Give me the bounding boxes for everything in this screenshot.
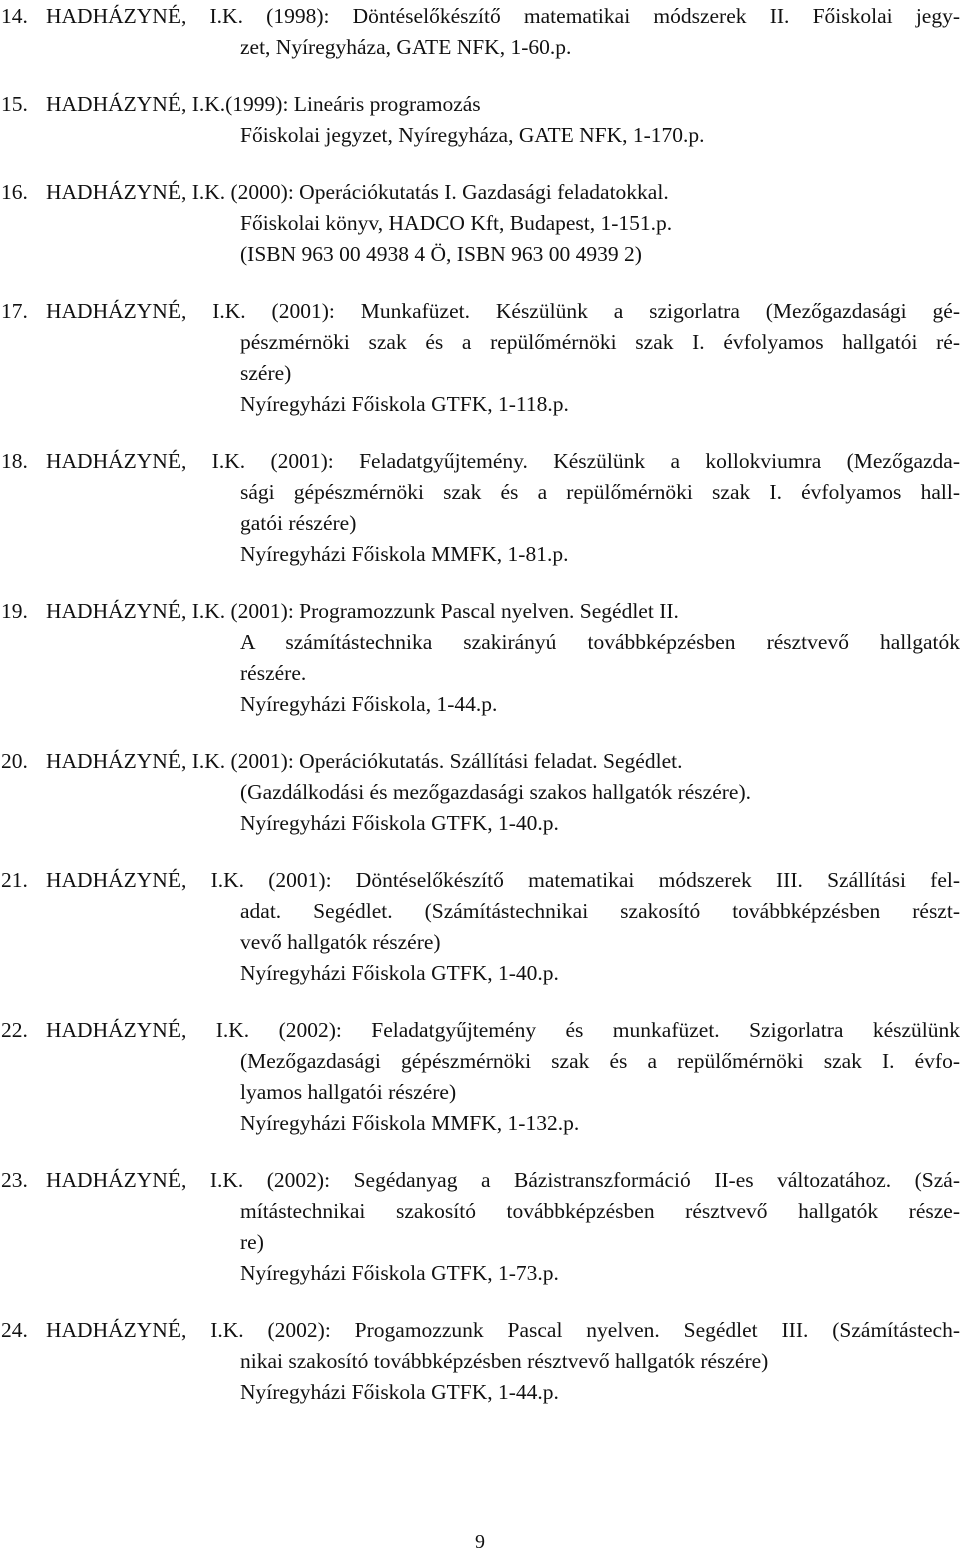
- reference-line: HADHÁZYNÉ, I.K. (2001): Döntéselőkészítő matematikai módszerek III. Szállítási fel-: [46, 868, 960, 892]
- reference-line: mítástechnikai szakosító továbbképzésben résztvevő hallgatók része-: [240, 1199, 960, 1223]
- reference-line: HADHÁZYNÉ, I.K. (2002): Segédanyag a Bázistranszformáció II-es változatához. (Szá-: [46, 1168, 960, 1192]
- reference-line: sági gépészmérnöki szak és a repülőmérnöki szak I. évfolyamos hall-: [240, 480, 960, 504]
- reference-list: [0, 1, 960, 1434]
- reference-number: 23.: [1, 1168, 28, 1192]
- reference-line: Nyíregyházi Főiskola MMFK, 1-81.p.: [240, 542, 569, 566]
- reference-number: 24.: [1, 1318, 28, 1342]
- reference-line: lyamos hallgatói részére): [240, 1080, 457, 1104]
- reference-item: [0, 89, 960, 151]
- reference-line: HADHÁZYNÉ, I.K. (2001): Operációkutatás. Szállítási feladat. Segédlet.: [46, 749, 683, 773]
- reference-line: HADHÁZYNÉ, I.K. (2001): Feladatgyűjtemény. Készülünk a kollokviumra (Mezőgazda-: [46, 449, 960, 473]
- reference-line: gatói részére): [240, 511, 357, 535]
- reference-line: A számítástechnika szakirányú továbbképzésben résztvevő hallgatók: [240, 630, 960, 654]
- reference-number: 22.: [1, 1018, 28, 1042]
- page-number: 9: [475, 1531, 485, 1553]
- reference-line: HADHÁZYNÉ, I.K. (2000): Operációkutatás I. Gazdasági feladatokkal.: [46, 180, 669, 204]
- reference-item: [0, 746, 960, 839]
- reference-line: vevő hallgatók részére): [240, 930, 441, 954]
- reference-line: Nyíregyházi Főiskola GTFK, 1-118.p.: [240, 392, 569, 416]
- reference-item: [0, 446, 960, 570]
- reference-line: HADHÁZYNÉ, I.K. (2002): Progamozzunk Pascal nyelven. Segédlet III. (Számítástech-: [46, 1318, 960, 1342]
- reference-line: zet, Nyíregyháza, GATE NFK, 1-60.p.: [240, 35, 572, 59]
- reference-number: 19.: [1, 599, 28, 623]
- reference-item: [0, 177, 960, 270]
- reference-line: Nyíregyházi Főiskola GTFK, 1-44.p.: [240, 1380, 559, 1404]
- reference-line: Nyíregyházi Főiskola GTFK, 1-40.p.: [240, 811, 559, 835]
- reference-line: Főiskolai könyv, HADCO Kft, Budapest, 1-151.p.: [240, 211, 673, 235]
- reference-item: [0, 1315, 960, 1408]
- reference-number: 16.: [1, 180, 28, 204]
- reference-line: re): [240, 1230, 264, 1254]
- reference-item: [0, 1015, 960, 1139]
- reference-line: Nyíregyházi Főiskola MMFK, 1-132.p.: [240, 1111, 580, 1135]
- reference-line: szére): [240, 361, 292, 385]
- reference-item: [0, 1165, 960, 1289]
- reference-item: [0, 596, 960, 720]
- reference-line: HADHÁZYNÉ, I.K. (2001): Munkafüzet. Készülünk a szigorlatra (Mezőgazdasági gé-: [46, 299, 960, 323]
- reference-line: Főiskolai jegyzet, Nyíregyháza, GATE NFK, 1-170.p.: [240, 123, 705, 147]
- reference-line: HADHÁZYNÉ, I.K. (2001): Programozzunk Pascal nyelven. Segédlet II.: [46, 599, 679, 623]
- reference-number: 18.: [1, 449, 28, 473]
- reference-line: (Mezőgazdasági gépészmérnöki szak és a repülőmérnöki szak I. évfo-: [240, 1049, 960, 1073]
- reference-line: HADHÁZYNÉ, I.K.(1999): Lineáris programozás: [46, 92, 481, 116]
- reference-line: HADHÁZYNÉ, I.K. (1998): Döntéselőkészítő matematikai módszerek II. Főiskolai jegy-: [46, 4, 960, 28]
- reference-number: 14.: [1, 4, 28, 28]
- reference-number: 20.: [1, 749, 28, 773]
- reference-number: 17.: [1, 299, 28, 323]
- reference-line: nikai szakosító továbbképzésben résztvevő hallgatók részére): [240, 1349, 769, 1373]
- reference-line: Nyíregyházi Főiskola, 1-44.p.: [240, 692, 498, 716]
- reference-line: részére.: [240, 661, 307, 685]
- reference-number: 15.: [1, 92, 28, 116]
- reference-line: (ISBN 963 00 4938 4 Ö, ISBN 963 00 4939 2): [240, 242, 642, 266]
- reference-line: (Gazdálkodási és mezőgazdasági szakos hallgatók részére).: [240, 780, 751, 804]
- reference-item: [0, 296, 960, 420]
- reference-line: Nyíregyházi Főiskola GTFK, 1-40.p.: [240, 961, 559, 985]
- reference-line: Nyíregyházi Főiskola GTFK, 1-73.p.: [240, 1261, 559, 1285]
- reference-number: 21.: [1, 868, 28, 892]
- reference-line: adat. Segédlet. (Számítástechnikai szakosító továbbképzésben részt-: [240, 899, 960, 923]
- reference-item: [0, 865, 960, 989]
- reference-item: [0, 1, 960, 63]
- reference-line: HADHÁZYNÉ, I.K. (2002): Feladatgyűjtemény és munkafüzet. Szigorlatra készülünk: [46, 1018, 960, 1042]
- reference-line: pészmérnöki szak és a repülőmérnöki szak I. évfolyamos hallgatói ré-: [240, 330, 960, 354]
